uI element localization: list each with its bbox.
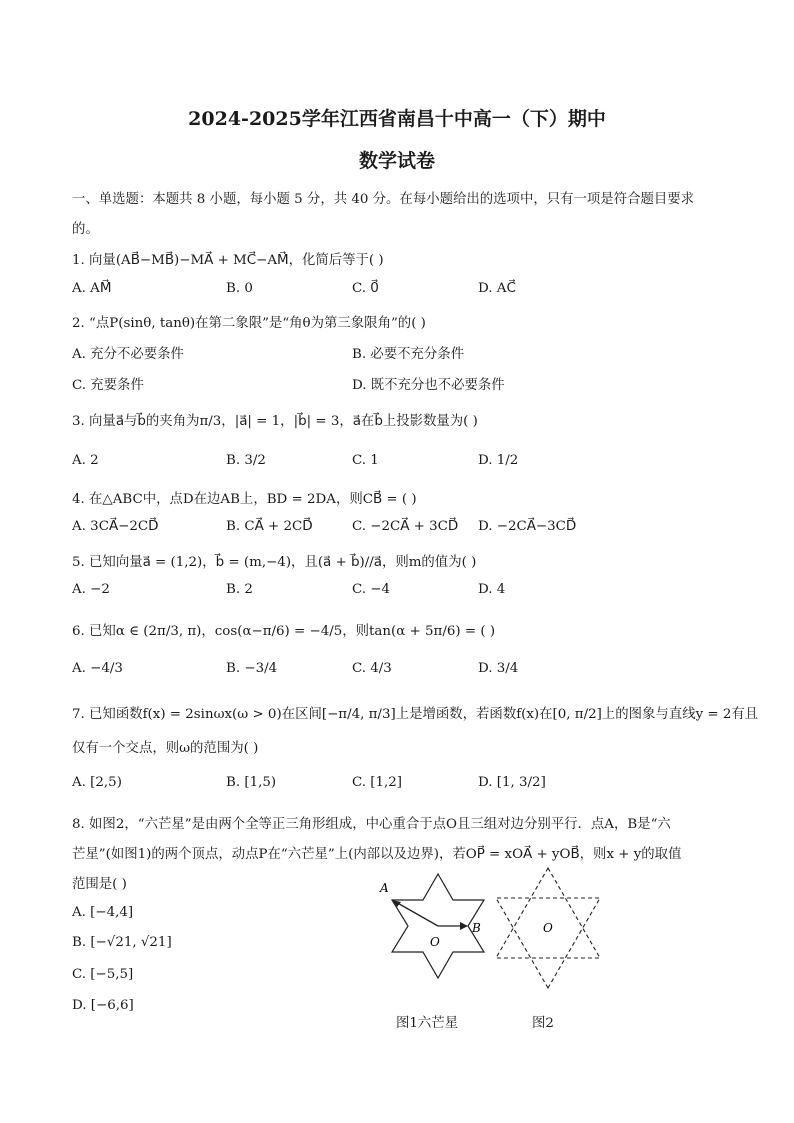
question-2-option-a: A. 充分不必要条件: [72, 347, 184, 362]
question-5-option-c: C. −4: [352, 582, 391, 597]
section-instructions-line2: 的。: [72, 222, 99, 237]
vector-oa-arrowhead: [392, 900, 401, 907]
question-8-option-c: C. [−5,5]: [72, 967, 134, 982]
label-o-fig1: O: [430, 935, 440, 949]
question-3-stem: 3. 向量a⃗与b⃗的夹角为π/3，|a⃗| = 1，|b⃗| = 3，a⃗在b⃗上投影数量为( ): [72, 414, 478, 429]
label-b: B: [472, 921, 481, 935]
question-5-option-d: D. 4: [478, 582, 506, 597]
question-8-option-b: B. [−√21, √21]: [72, 935, 172, 950]
question-1-option-b: B. 0: [226, 281, 253, 296]
question-6-option-a: A. −4/3: [72, 661, 123, 676]
question-5-option-b: B. 2: [226, 582, 253, 597]
question-6-option-b: B. −3/4: [226, 661, 278, 676]
question-2-option-c: C. 充要条件: [72, 378, 144, 393]
figure-2-caption: 图2: [532, 1016, 554, 1031]
question-7-option-d: D. [1, 3/2]: [478, 775, 546, 790]
question-2-stem: 2. “点P(sinθ, tanθ)在第二象限”是“角θ为第三象限角”的( ): [72, 316, 426, 331]
question-3-option-d: D. 1/2: [478, 453, 519, 468]
question-7-stem-cont: 仅有一个交点，则ω的范围为( ): [72, 741, 259, 756]
question-3-option-c: C. 1: [352, 453, 379, 468]
question-5-option-a: A. −2: [72, 582, 110, 597]
question-7-stem: 7. 已知函数f(x) = 2sinωx(ω > 0)在区间[−π/4, π/3]上是增函数，若函数f(x)在[0, π/2]上的图象与直线y = 2有且: [72, 707, 759, 722]
question-1-option-a: A. AM⃗: [72, 281, 112, 296]
figure-1-caption: 图1六芒星: [396, 1016, 459, 1031]
figure-2-upward-triangle: [496, 868, 600, 958]
question-7-option-b: B. [1,5): [226, 775, 277, 790]
section-instructions-line1: 一、单选题：本题共 8 小题，每小题 5 分，共 40 分。在每小题给出的选项中，只有一项是符合题目要求: [72, 192, 695, 207]
question-8-option-a: A. [−4,4]: [72, 905, 134, 920]
page-title: 2024-2025学年江西省南昌十中高一（下）期中: [188, 108, 606, 130]
question-2-option-b: B. 必要不充分条件: [352, 347, 465, 362]
question-1-option-d: D. AC⃗: [478, 281, 516, 296]
question-6-option-c: C. 4/3: [352, 661, 392, 676]
question-4-option-c: C. −2CA⃗ + 3CD⃗: [352, 519, 459, 534]
question-8-stem: 8. 如图2，“六芒星”是由两个全等正三角形组成，中心重合于点O且三组对边分别平行．点A，B是“六: [72, 817, 671, 832]
question-1-stem: 1. 向量(AB⃗−MB⃗)−MA⃗ + MC⃗−AM⃗，化简后等于( ): [72, 253, 384, 268]
question-3-option-a: A. 2: [72, 453, 99, 468]
question-7-option-c: C. [1,2]: [352, 775, 403, 790]
question-4-option-a: A. 3CA⃗−2CD⃗: [72, 519, 159, 534]
page-subtitle: 数学试卷: [358, 150, 435, 172]
question-6-stem: 6. 已知α ∈ (2π/3, π)，cos(α−π/6) = −4/5，则tan(α + 5π/6) = ( ): [72, 624, 496, 639]
question-8-stem-cont: 芒星”(如图1)的两个顶点，动点P在“六芒星”上(内部以及边界)，若OP⃗ = xOA⃗ + yOB⃗，则x + y的取值: [72, 847, 682, 862]
figure-2-downward-triangle: [496, 898, 600, 988]
question-6-option-d: D. 3/4: [478, 661, 519, 676]
question-2-option-d: D. 既不充分也不必要条件: [352, 378, 505, 393]
question-1-option-c: C. 0⃗: [352, 281, 379, 296]
question-4-option-b: B. CA⃗ + 2CD⃗: [226, 519, 313, 534]
question-8-option-d: D. [−6,6]: [72, 998, 134, 1013]
figure-1-hexagram: [376, 866, 500, 1006]
question-3-option-b: B. 3/2: [226, 453, 266, 468]
question-5-stem: 5. 已知向量a⃗ = (1,2)，b⃗ = (m,−4)，且(a⃗ + b⃗)//a⃗，则m的值为( ): [72, 555, 477, 570]
question-4-option-d: D. −2CA⃗−3CD⃗: [478, 519, 577, 534]
label-a: A: [380, 881, 389, 895]
question-7-option-a: A. [2,5): [72, 775, 122, 790]
question-8-stem-cont2: 范围是( ): [72, 877, 127, 892]
label-o-fig2: O: [543, 921, 553, 935]
figure-2-triangles: [488, 860, 612, 1000]
vector-ob-arrowhead: [460, 922, 468, 930]
question-4-stem: 4. 在△ABC中，点D在边AB上，BD = 2DA，则CB⃗ = ( ): [72, 492, 417, 507]
